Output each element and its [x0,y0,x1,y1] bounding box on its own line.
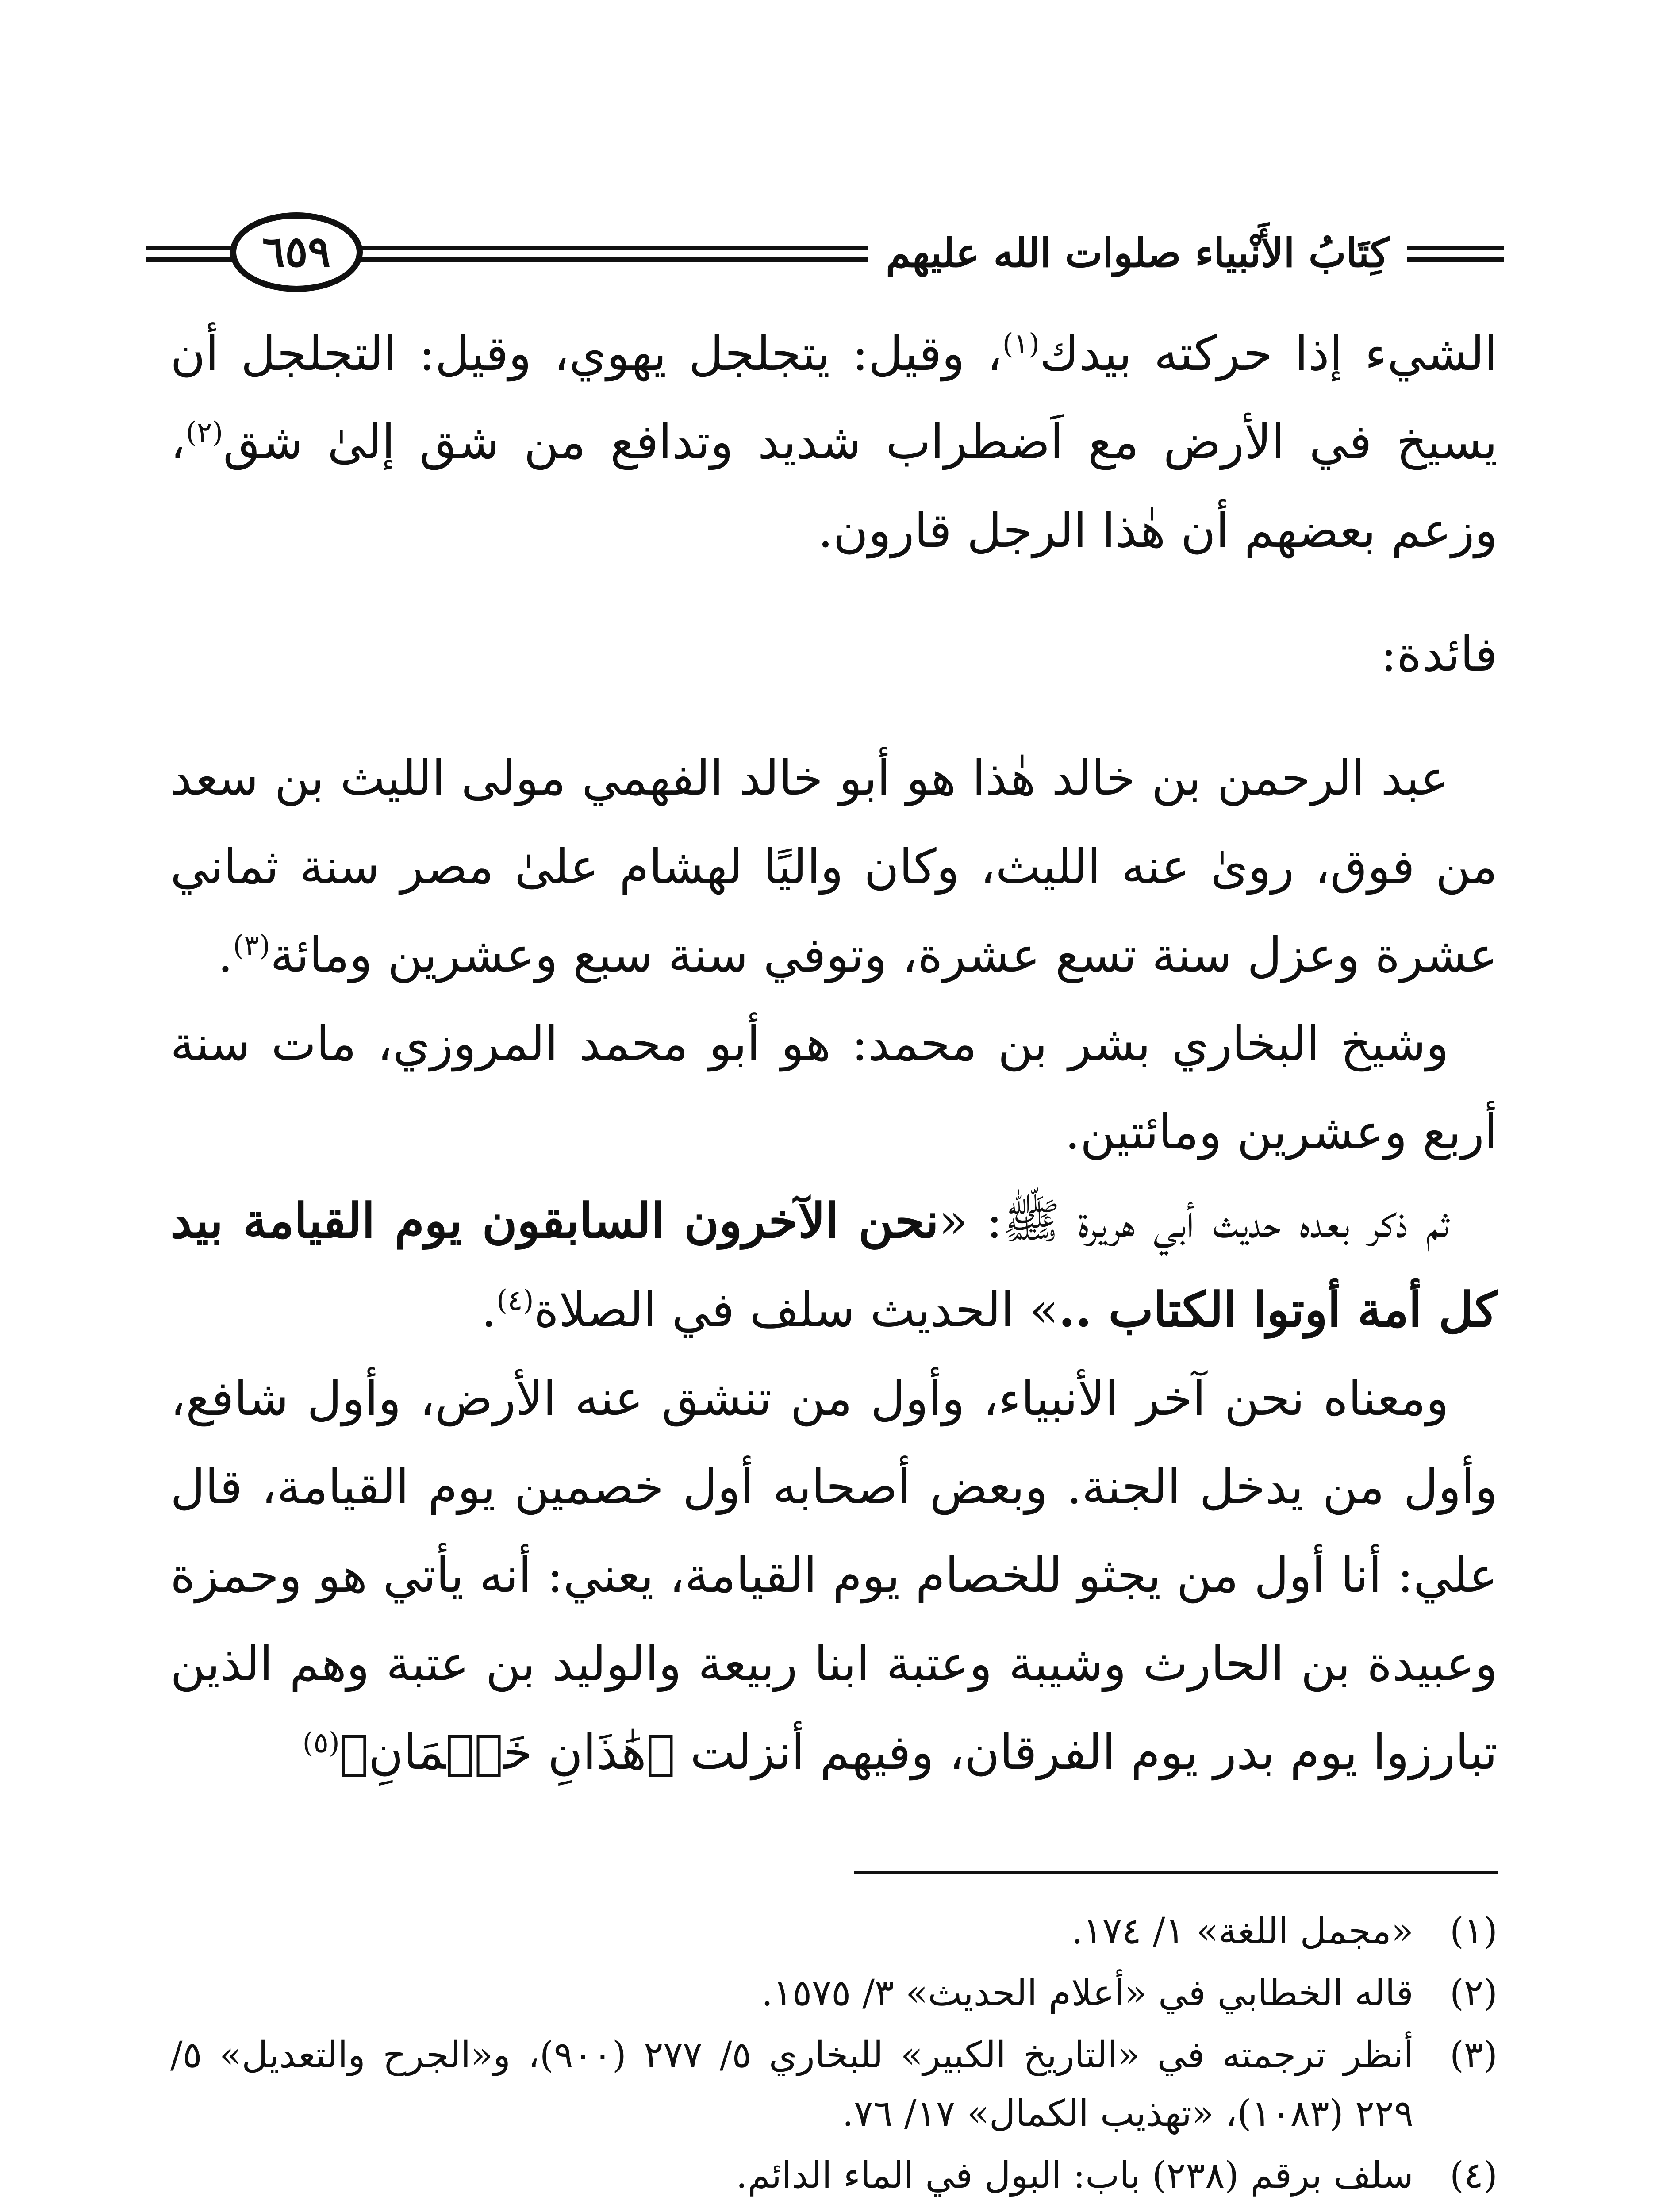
footnote-1 [170,1902,1498,1961]
running-title: كِتَابُ الأَنْبياء صلوات الله عليهم [868,218,1407,288]
footnote-number: (٤) [1449,2154,1498,2197]
main-text [170,310,1498,1797]
p2-text-1: عبد الرحمن بن خالد هٰذا هو أبو خالد الفهمي مولى الليث بن سعد من فوق، روىٰ عنه الليث، وكان واليًا لهشام علىٰ مصر سنة ثماني عشرة وعزل سنة تسع عشرة، وتوفي سنة سبع وعشرين ومائة [170,751,1498,983]
footnote-ref-2: (٢) [185,416,223,449]
p4-text-2: » الحديث سلف في الصلاة [534,1283,1059,1338]
footnote-separator [854,1871,1498,1874]
footnotes [170,1902,1498,2212]
footnote-number: (٣) [1449,2034,1498,2076]
p2-text-2: . [218,928,233,983]
paragraph-5 [170,1355,1498,1797]
footnote-3 [170,2026,1498,2143]
paragraph-2 [170,734,1498,1000]
p1-text-1: الشيء إذا حركته بيدك [1040,326,1498,381]
footnote-number: (٢) [1449,1972,1498,2014]
footnote-text: قاله الخطابي في «أعلام الحديث» ٣/ ١٥٧٥. [761,1972,1413,2014]
footnote-2 [170,1964,1498,2023]
footnote-text: سلف برقم (٢٣٨) باب: البول في الماء الدائم. [736,2154,1413,2197]
footnote-ref-3: (٣) [233,929,270,962]
paragraph-3 [170,1000,1498,1177]
footnote-number [1413,2208,1498,2212]
p4-text-3: . [481,1283,497,1338]
hadith-quote: نحن الآخرون السابقون يوم القيامة بيد كل أمة أوتوا الكتاب .. [170,1193,1498,1338]
paragraph-1 [170,310,1498,575]
footnote-number: (١) [1449,1910,1498,1952]
footnote-ref-5: (٥) [302,1727,340,1759]
footnote-ref-1: (١) [1002,328,1040,361]
faida-label: فائدة: [1380,627,1498,682]
footnote-5 [170,2208,1498,2212]
page-header [146,208,1504,296]
p3-text: وشيخ البخاري بشر بن محمد: هو أبو محمد المروزي، مات سنة أربع وعشرين ومائتين. [170,1016,1498,1160]
footnote-4 [170,2147,1498,2205]
p5-text-1: ومعناه نحن آخر الأنبياء، وأول من تنشق عنه الأرض، وأول شافع، وأول من يدخل الجنة. وبعض أصحابه أول خصمين يوم القيامة، قال علي: أنا أول من يجثو للخصام يوم القيامة، يعني: أنه يأتي هو وحمزة وعبيدة بن الحارث وشيبة وعتبة ابنا ربيعة والوليد بن عتبة وهم الذين تبارزوا يوم بدر يوم الفرقان، وفيهم أنزلت ﴿هَٰذَانِ خَصۡمَانِ﴾ [170,1371,1498,1780]
footnote-text: «مجمل اللغة» ١/ ١٧٤. [1071,1910,1413,1952]
section-label [170,611,1498,699]
paragraph-4 [170,1177,1498,1355]
p1-text-3: ، وزعم بعضهم أن هٰذا الرجل قارون. [170,415,1498,558]
footnote-text: أنظر ترجمته في «التاريخ الكبير» للبخاري ٥/ ٢٧٧ (٩٠٠)، و«الجرح والتعديل» ٥/ ٢٢٩ (١٠٨٣)، «تهذيب الكمال» ١٧/ ٧٦. [170,2034,1413,2135]
page-number: ٦٥٩ [230,212,363,292]
footnote-ref-4: (٤) [496,1284,534,1317]
p4-text-1: ثم ذكر بعده حديث أبي هريرة ﷺ: « [939,1194,1449,1249]
footnote-text [170,2208,1413,2212]
p1-text-2: ، وقيل: يتجلجل يهوي، وقيل: التجلجل أن يسيخ في الأرض مع اَضطراب شديد وتدافع من شق إلىٰ شق [170,326,1498,470]
